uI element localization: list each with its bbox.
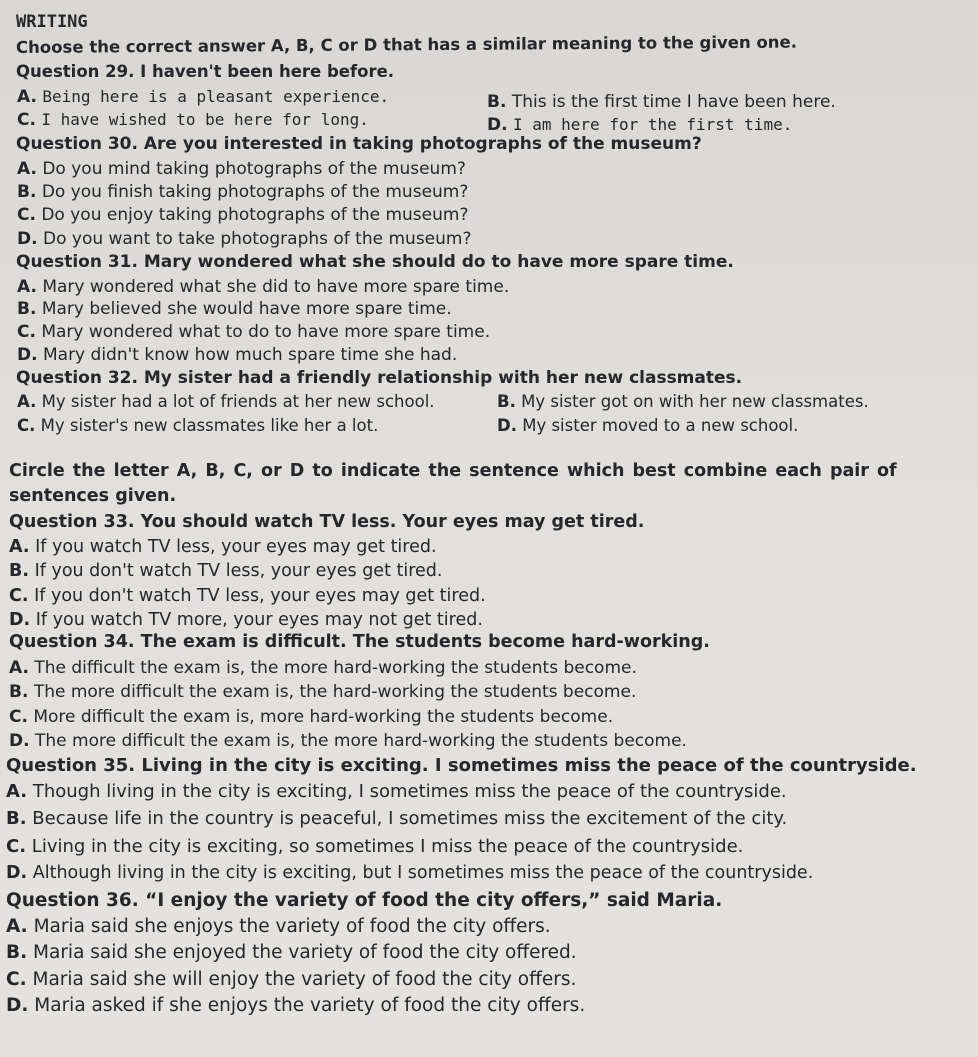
question-29: Question 29. I haven't been here before. (16, 62, 395, 81)
option-text: Do you enjoy taking photographs of the museum? (41, 205, 469, 225)
q31-option-b (17, 301, 452, 318)
q35-option-b (6, 810, 787, 828)
q35-option-a (6, 783, 787, 801)
q31-option-d (17, 347, 457, 364)
option-text: Maria said she will enjoy the variety of food the city offers. (32, 969, 577, 990)
option-text: This is the first time I have been here. (511, 92, 836, 112)
option-letter: A. (9, 537, 30, 557)
q35-option-d (6, 865, 813, 883)
q29-option-d (487, 117, 792, 134)
option-text: Mary wondered what she did to have more spare time. (42, 277, 510, 297)
q36-option-d (6, 997, 585, 1016)
q31-option-a (17, 279, 509, 296)
option-text: Though living in the city is exciting, I sometimes miss the peace of the countryside. (32, 781, 787, 802)
q32-option-b (497, 394, 869, 411)
option-letter: A. (17, 87, 37, 107)
option-text: Living in the city is exciting, so sometimes I miss the peace of the countryside. (31, 836, 744, 857)
option-text: The more difficult the exam is, the hard-working the students become. (33, 682, 637, 702)
option-letter: D. (17, 229, 38, 249)
option-text: Because life in the country is peaceful, I sometimes miss the excitement of the city. (32, 808, 788, 829)
option-text: Although living in the city is exciting, but I sometimes miss the peace of the countryside. (32, 863, 814, 883)
q30-option-c (17, 207, 468, 224)
option-text: Mary wondered what to do to have more spare time. (41, 322, 491, 342)
option-letter: D. (17, 345, 38, 365)
q29-option-b (487, 94, 836, 111)
q33-option-b (9, 563, 442, 581)
option-letter: D. (487, 115, 508, 135)
option-text: Mary believed she would have more spare time. (41, 299, 452, 319)
option-letter: A. (17, 159, 37, 179)
option-letter: A. (6, 916, 28, 937)
option-letter: C. (17, 205, 36, 225)
option-letter: B. (9, 561, 29, 581)
option-letter: D. (497, 416, 517, 435)
option-letter: B. (6, 942, 28, 963)
question-30: Question 30. Are you interested in taking photographs of the museum? (16, 134, 702, 154)
option-letter: C. (17, 322, 36, 342)
question-32: Question 32. My sister had a friendly relationship with her new classmates. (16, 368, 743, 388)
option-text: Do you finish taking photographs of the museum? (41, 182, 469, 202)
q30-option-d (17, 231, 472, 248)
option-letter: A. (17, 277, 37, 297)
option-text: The more difficult the exam is, the more hard-working the students become. (34, 731, 687, 751)
option-letter: B. (17, 299, 37, 319)
option-text: I am here for the first time. (512, 115, 793, 134)
section-2-instruction-line-1: Circle the letter A, B, C, or D to indicate the sentence which best combine each pair of (9, 461, 897, 481)
option-text: I have wished to be here for long. (41, 110, 369, 129)
option-text: If you watch TV less, your eyes may get tired. (35, 537, 437, 557)
option-letter: B. (497, 392, 516, 411)
option-letter: A. (17, 392, 37, 411)
option-letter: A. (6, 781, 28, 802)
option-text: More difficult the exam is, more hard-working the students become. (33, 707, 614, 727)
option-text: My sister's new classmates like her a lot. (40, 416, 379, 435)
option-letter: B. (487, 92, 507, 112)
question-35: Question 35. Living in the city is exciting. I sometimes miss the peace of the countryside. (6, 755, 917, 776)
q29-option-a (17, 89, 389, 106)
q33-option-a (9, 539, 437, 557)
option-text: If you don't watch TV less, your eyes get tired. (34, 561, 443, 581)
q33-option-d (9, 612, 483, 630)
option-text: Maria said she enjoys the variety of food the city offers. (33, 916, 551, 937)
q34-option-a (9, 660, 637, 677)
option-letter: B. (17, 182, 37, 202)
option-text: Do you want to take photographs of the museum? (42, 229, 472, 249)
q36-option-b (6, 944, 577, 963)
option-letter: A. (9, 658, 29, 678)
option-letter: C. (17, 416, 36, 435)
option-text: My sister got on with her new classmates. (521, 392, 869, 411)
option-text: Maria asked if she enjoys the variety of food the city offers. (34, 995, 586, 1016)
option-text: Maria said she enjoyed the variety of food the city offered. (33, 942, 577, 963)
q30-option-b (17, 184, 468, 201)
option-letter: D. (6, 995, 29, 1016)
option-text: The difficult the exam is, the more hard-working the students become. (34, 658, 637, 678)
option-text: My sister moved to a new school. (522, 416, 799, 435)
q33-option-c (9, 588, 486, 606)
option-letter: C. (6, 836, 27, 857)
q30-option-a (17, 161, 466, 178)
option-letter: B. (6, 808, 27, 829)
option-letter: D. (6, 863, 28, 883)
option-text: If you don't watch TV less, your eyes may get tired. (34, 586, 486, 606)
question-36: Question 36. “I enjoy the variety of food the city offers,” said Maria. (6, 890, 723, 911)
option-letter: C. (9, 707, 28, 727)
section-instruction: Choose the correct answer A, B, C or D that has a similar meaning to the given one. (15, 32, 798, 57)
section-2-instruction-line-2: sentences given. (9, 486, 177, 506)
q32-option-a (17, 394, 435, 411)
q34-option-d (9, 733, 687, 750)
option-text: Being here is a pleasant experience. (42, 87, 390, 106)
option-letter: D. (9, 731, 30, 751)
option-text: If you watch TV more, your eyes may not get tired. (35, 610, 483, 630)
option-letter: C. (6, 969, 27, 990)
q36-option-a (6, 918, 551, 937)
section-heading: WRITING (16, 12, 88, 32)
question-31: Question 31. Mary wondered what she should do to have more spare time. (16, 252, 734, 272)
option-text: Do you mind taking photographs of the museum? (42, 159, 466, 179)
option-text: My sister had a lot of friends at her new school. (41, 392, 435, 411)
option-text: Mary didn't know how much spare time she had. (42, 345, 458, 365)
option-letter: C. (17, 110, 36, 130)
question-33: Question 33. You should watch TV less. Your eyes may get tired. (9, 512, 645, 532)
option-letter: D. (9, 610, 31, 630)
q31-option-c (17, 324, 490, 341)
option-letter: B. (9, 682, 29, 702)
q29-option-c (17, 112, 369, 129)
q35-option-c (6, 838, 743, 856)
q34-option-b (9, 684, 636, 701)
q34-option-c (9, 709, 613, 726)
q32-option-d (497, 418, 798, 435)
option-letter: C. (9, 586, 29, 606)
q36-option-c (6, 971, 576, 990)
q32-option-c (17, 418, 378, 435)
question-34: Question 34. The exam is difficult. The students become hard-working. (9, 632, 710, 652)
